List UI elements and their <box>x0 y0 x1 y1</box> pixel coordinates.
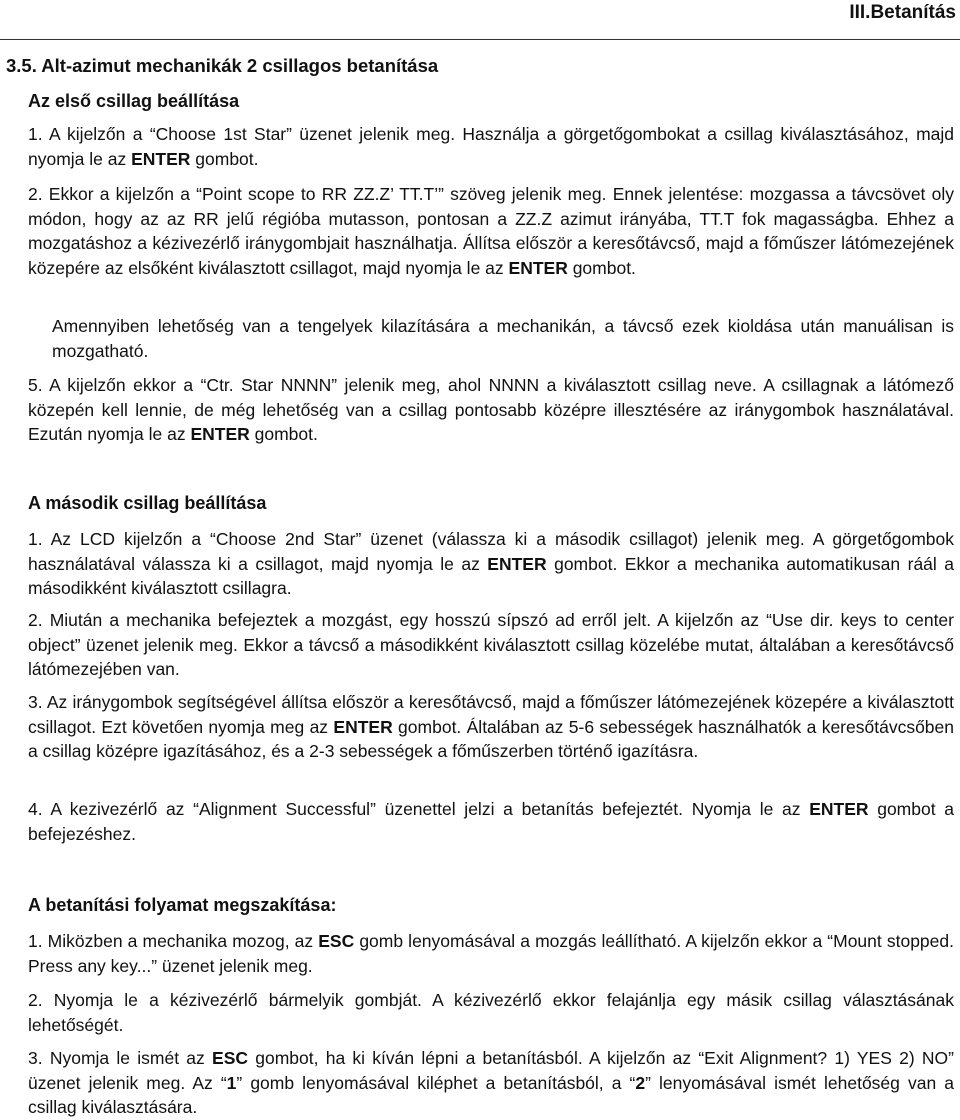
second-star-step-1: 1. Az LCD kijelzőn a “Choose 2nd Star” üzenet (válassza ki a második csillagot) jelenik meg. A görgetőgombok használatával válassza ki a csillagot, majd nyomja le az ENTER gombot. Ekkor a mechanika automatikusan ráál a másodikként kiválasztott csillagra. <box>28 529 955 598</box>
enter-key-label: ENTER <box>333 716 393 737</box>
first-star-step-2: 2. Ekkor a kijelzőn a “Point scope to RR ZZ.Z’ TT.T’” szöveg jelenik meg. Ennek jelentése: mozgassa a távcsövet oly módon, hogy az az RR jelű régióba mutasson, pontosan a ZZ.Z azimut irányába, TT.T fok magasságba. Ehhez a mozgatáshoz a kézivezérlő iránygombjait használhatja. Állítsa először a keresőtávcső, majd a főműszer látómezejének közepére az elsőként kiválasztott csillagot, majd nyomja le az ENTER gombot. <box>28 184 954 278</box>
section-title: 3.5. Alt-azimut mechanikák 2 csillagos betanítása <box>6 55 439 76</box>
abort-step-1: 1. Miközben a mechanika mozog, az ESC gomb lenyomásával a mozgás leállítható. A kijelzőn ekkor a “Mount stopped. Press any key...” üzenet jelenik meg. <box>28 931 954 976</box>
key-2-label: 2 <box>635 1072 646 1093</box>
abort-heading: A betanítási folyamat megszakítása: <box>28 895 337 915</box>
abort-step-3: 3. Nyomja le ismét az ESC gombot, ha ki kíván lépni a betanításból. A kijelzőn az “Exit Alignment? 1) YES 2) NO” üzenet jelenik meg. Az “1” gomb lenyomásával kiléphet a betanításból, a “2” lenyomásával ismét lehetőség van a csillag kiválasztására. <box>28 1048 955 1117</box>
esc-key-label: ESC <box>212 1048 249 1068</box>
header-divider <box>0 39 960 40</box>
enter-key-label: ENTER <box>508 257 568 278</box>
enter-key-label: ENTER <box>131 148 191 169</box>
key-1-label: 1 <box>226 1072 237 1093</box>
first-star-heading: Az első csillag beállítása <box>28 91 240 111</box>
esc-key-label: ESC <box>318 931 355 951</box>
enter-key-label: ENTER <box>190 424 250 444</box>
enter-key-label: ENTER <box>809 799 869 819</box>
first-star-note: Amennyiben lehetőség van a tengelyek kilazítására a mechanikán, a távcső ezek kioldása után manuálisan is mozgatható. <box>52 316 954 361</box>
second-star-heading: A második csillag beállítása <box>28 493 267 513</box>
first-star-step-1: 1. A kijelzőn a “Choose 1st Star” üzenet jelenik meg. Használja a görgetőgombokat a csillag kiválasztásához, majd nyomja le az ENTER gombot. <box>28 124 954 169</box>
first-star-step-5: 5. A kijelzőn ekkor a “Ctr. Star NNNN” jelenik meg, ahol NNNN a kiválasztott csillag neve. A csillagnak a látómező közepén kell lennie, de még lehetőség van a csillag pontosabb középre illesztésére az iránygombok használatával. Ezután nyomja le az ENTER gombot. <box>28 375 954 444</box>
page-header-title: III.Betanítás <box>849 2 956 23</box>
second-star-step-2: 2. Miután a mechanika befejeztek a mozgást, egy hosszú sípszó ad erről jelt. A kijelzőn az “Use dir. keys to center object” üzenet jelenik meg. Ekkor a távcső a másodikként kiválasztott csillag közelébe mutat, általában a keresőtávcső látómezejében van. <box>28 610 954 679</box>
abort-step-2: 2. Nyomja le a kézivezérlő bármelyik gombját. A kézivezérlő ekkor felajánlja egy másik csillag választásának lehetőségét. <box>28 990 954 1035</box>
second-star-step-3: 3. Az iránygombok segítségével állítsa először a keresőtávcső, majd a főműszer látómezejének közepére a kiválasztott csillagot. Ezt követően nyomja meg az ENTER gombot. Általában az 5-6 sebességek használhatók a keresőtávcsőben a csillag középre igazításához, és a 2-3 sebességek a főműszerben történő igazításra. <box>28 692 955 761</box>
enter-key-label: ENTER <box>487 553 547 574</box>
second-star-step-4: 4. A kezivezérlő az “Alignment Successful” üzenettel jelzi a betanítás befejeztét. Nyomja le az ENTER gombot a befejezéshez. <box>28 799 955 844</box>
